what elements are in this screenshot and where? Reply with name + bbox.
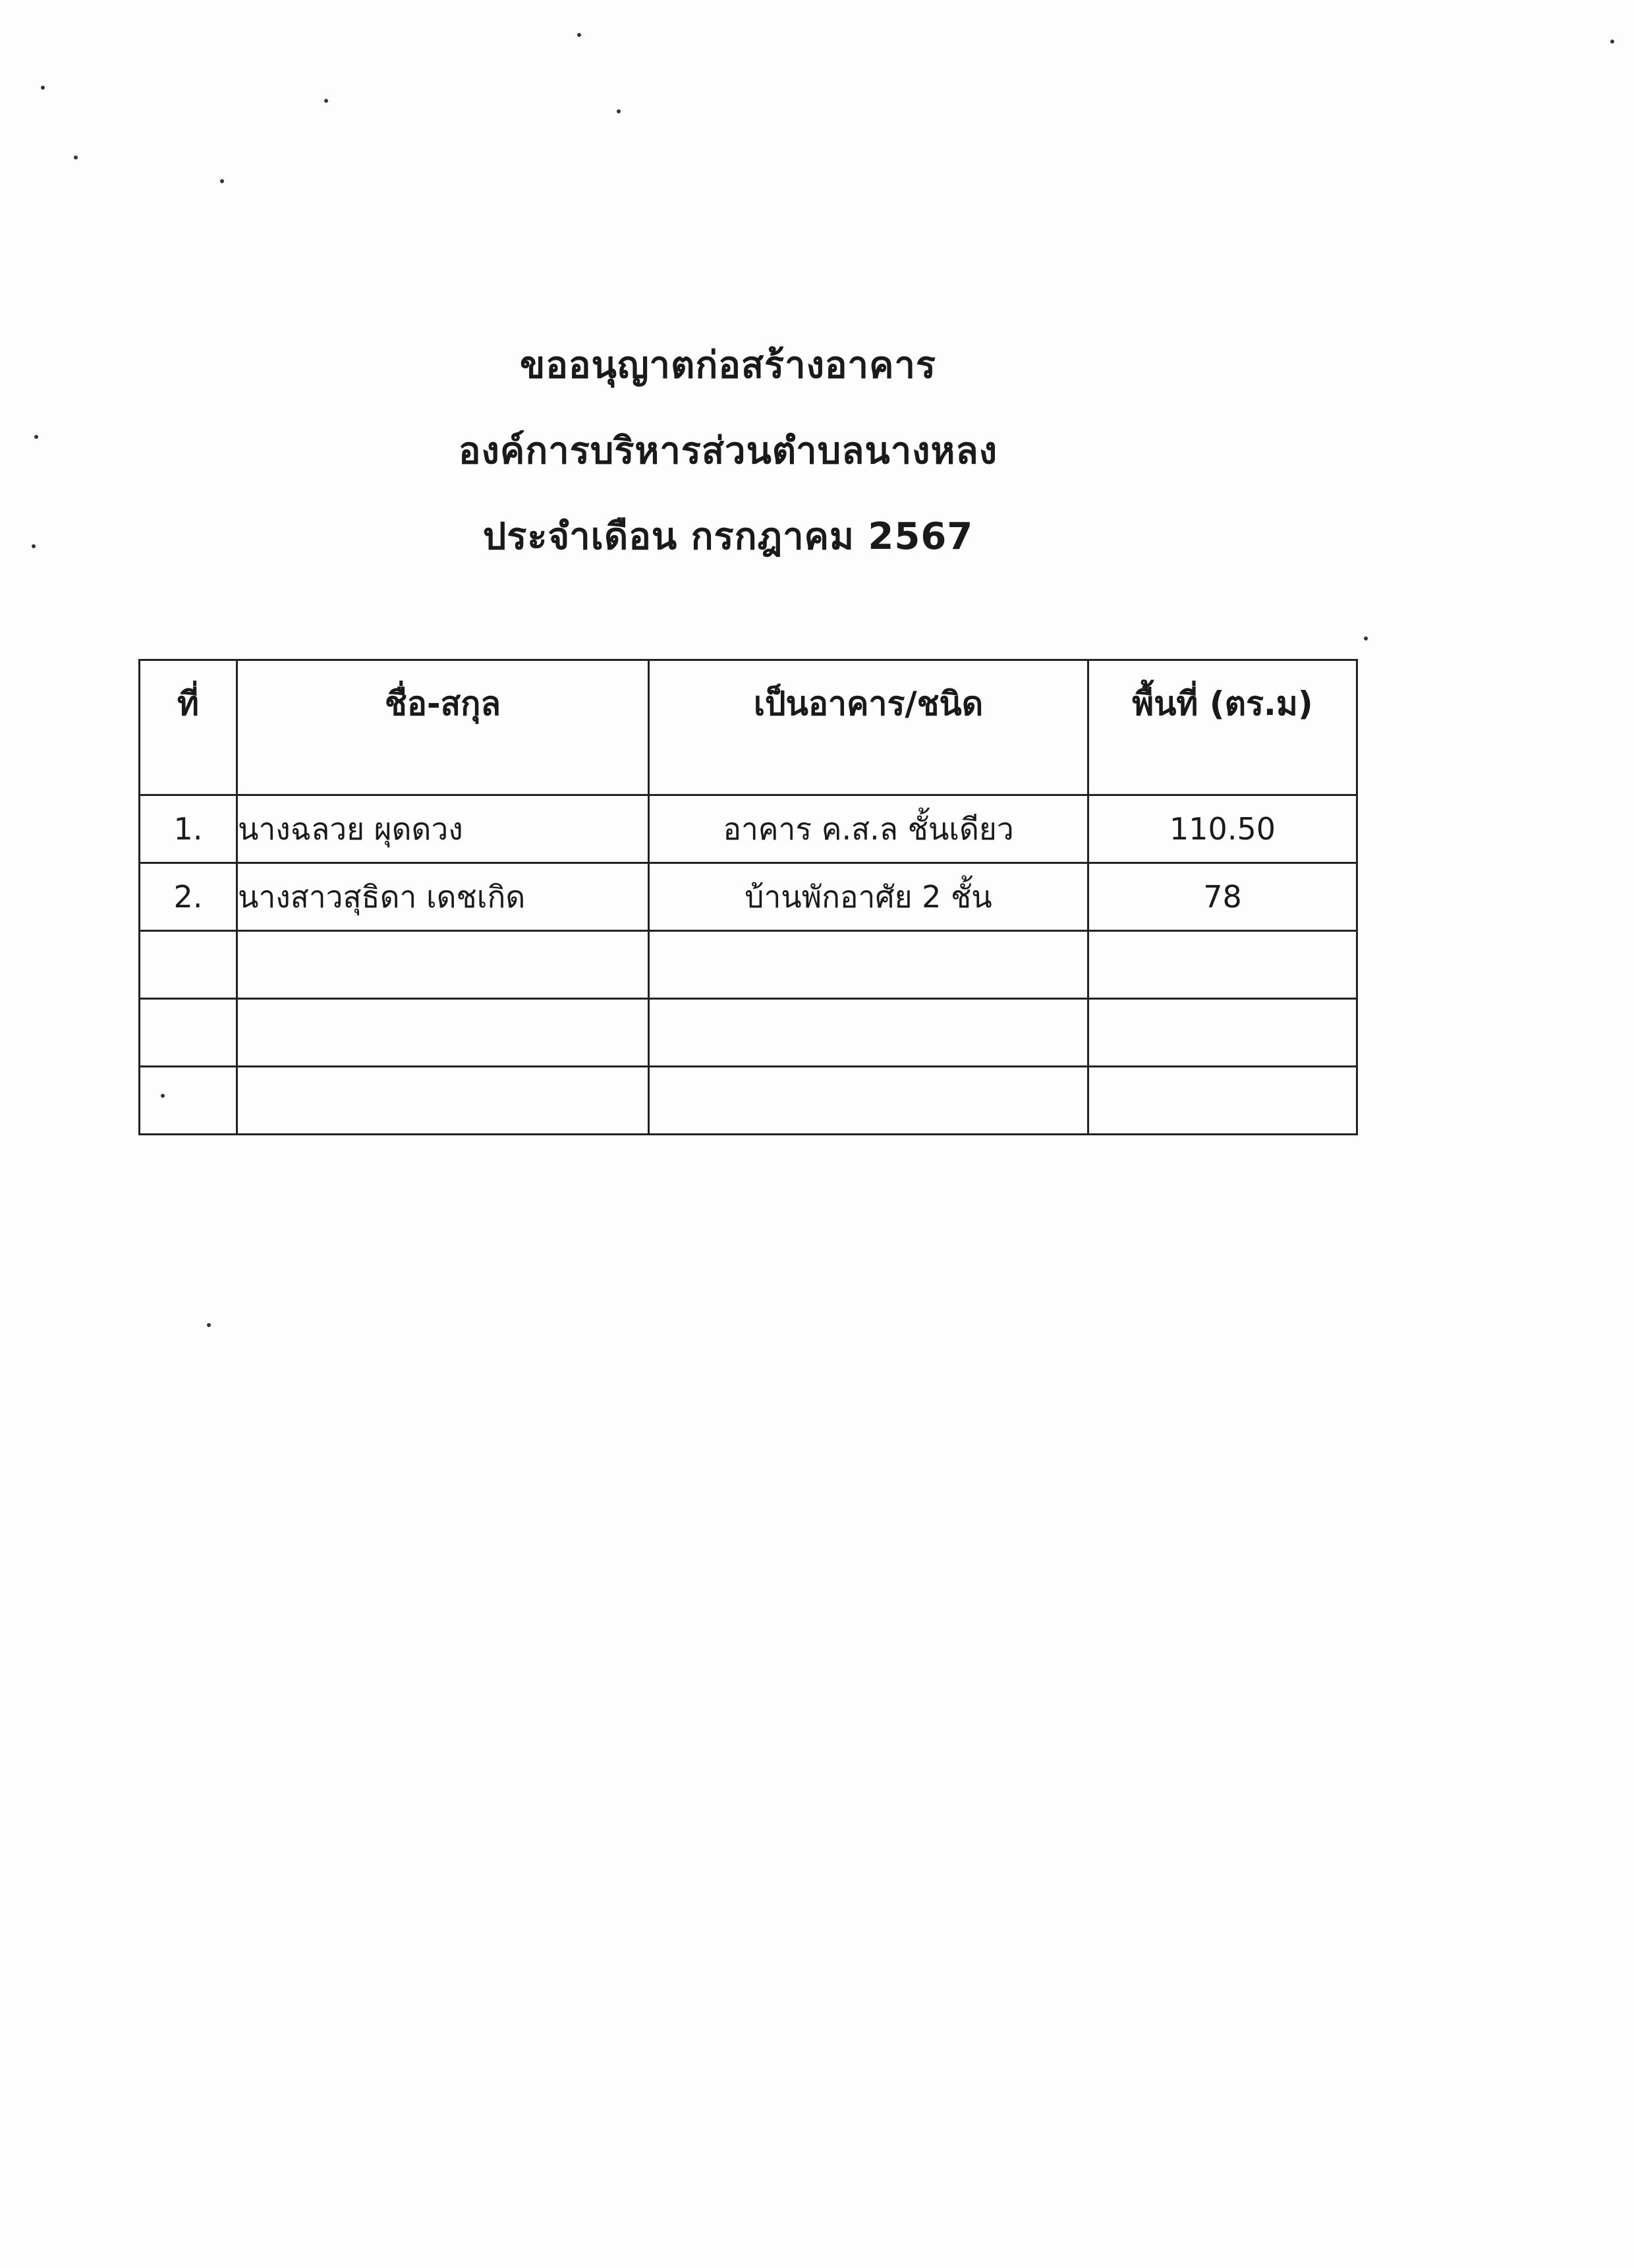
cell-area: 110.50 [1088,795,1357,863]
table-header-row [140,660,1357,795]
cell-name [237,999,649,1067]
cell-area [1088,999,1357,1067]
organization-name: องค์การบริหารส่วนตำบลนางหลง [458,430,998,472]
document-title-block [0,323,1456,580]
cell-type [649,931,1088,999]
cell-type [649,999,1088,1067]
cell-area [1088,931,1357,999]
cell-no [140,1067,237,1135]
table-row [140,999,1357,1067]
header-type: เป็นอาคาร/ชนิด [649,660,1088,795]
header-name: ชื่อ-สกุล [237,660,649,795]
table-row [140,863,1357,931]
cell-type: บ้านพักอาศัย 2 ชั้น [649,863,1088,931]
cell-type [649,1067,1088,1135]
cell-name: นางฉลวย ผุดดวง [237,795,649,863]
scan-speck [324,99,328,103]
cell-no [140,931,237,999]
scan-speck [220,179,224,183]
table-row [140,795,1357,863]
header-area: พื้นที่ (ตร.ม) [1088,660,1357,795]
table-row [140,931,1357,999]
scan-speck [161,1094,165,1098]
scan-speck [32,544,36,548]
scan-speck [617,109,621,113]
scan-speck [41,86,45,90]
scan-speck [207,1323,211,1327]
cell-no: 2. [140,863,237,931]
cell-area: 78 [1088,863,1357,931]
cell-area [1088,1067,1357,1135]
cell-name: นางสาวสุธิดา เดชเกิด [237,863,649,931]
permits-table [138,659,1358,1135]
cell-name [237,931,649,999]
table-row [140,1067,1357,1135]
report-period: ประจำเดือน กรกฎาคม 2567 [482,515,974,558]
cell-no [140,999,237,1067]
scan-speck [577,33,581,37]
scan-speck [1364,637,1368,640]
cell-type: อาคาร ค.ส.ล ชั้นเดียว [649,795,1088,863]
scan-speck [74,156,78,159]
document-title: ขออนุญาตก่อสร้างอาคาร [519,344,936,387]
cell-name [237,1067,649,1135]
cell-no: 1. [140,795,237,863]
header-no: ที่ [140,660,237,795]
scan-speck [34,435,38,439]
scan-speck [1610,40,1614,43]
